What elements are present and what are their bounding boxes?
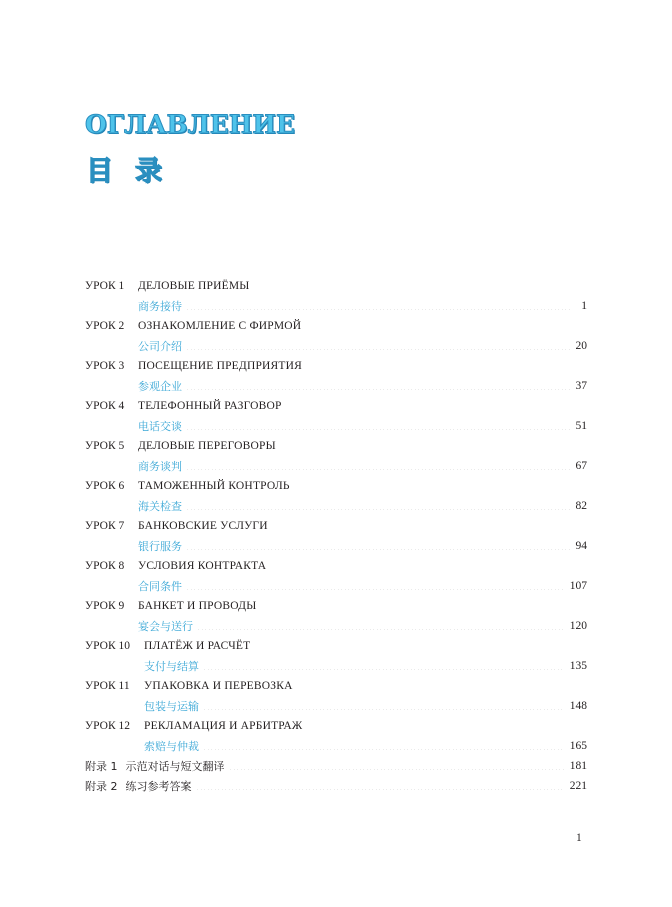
lesson-title: БАНКЕТ И ПРОВОДЫ: [138, 600, 257, 612]
appendix-entry[interactable]: [85, 776, 587, 796]
lesson-label: УРОК 12: [85, 720, 131, 732]
dot-leader: [203, 709, 564, 710]
page-ref: 181: [569, 760, 587, 772]
lesson-title: УПАКОВКА И ПЕРЕВОЗКА: [144, 680, 293, 692]
lesson-label: УРОК 7: [85, 520, 125, 532]
dot-leader: [186, 469, 570, 470]
lesson-title: ПЛАТЁЖ И РАСЧЁТ: [144, 640, 251, 652]
page-ref: 221: [569, 780, 587, 792]
page-ref: 148: [569, 700, 587, 712]
lesson-heading: [85, 596, 587, 616]
dot-leader: [186, 429, 570, 430]
lesson-chinese-title: 索赔与仲裁: [144, 740, 199, 753]
lesson-label: УРОК 10: [85, 640, 131, 652]
lesson-title: ДЕЛОВЫЕ ПРИЁМЫ: [138, 280, 250, 292]
appendix-label: 附录 1: [85, 760, 118, 773]
toc-entry[interactable]: [85, 696, 587, 716]
lesson-heading: [85, 716, 587, 736]
lesson-title: ДЕЛОВЫЕ ПЕРЕГОВОРЫ: [138, 440, 276, 452]
lesson-heading: [85, 676, 587, 696]
page-ref: 120: [569, 620, 587, 632]
page-ref: 1: [581, 300, 587, 312]
page-ref: 67: [575, 460, 587, 472]
lesson-heading: [85, 436, 587, 456]
toc-entry[interactable]: [85, 336, 587, 356]
lesson-title: БАНКОВСКИЕ УСЛУГИ: [138, 520, 268, 532]
lesson-heading: [85, 316, 587, 336]
toc-entry[interactable]: [85, 296, 587, 316]
dot-leader: [203, 669, 564, 670]
page-ref: 107: [569, 580, 587, 592]
toc-entry[interactable]: [85, 416, 587, 436]
toc-entry[interactable]: [85, 736, 587, 756]
page-ref: 135: [569, 660, 587, 672]
dot-leader: [186, 509, 570, 510]
lesson-label: УРОК 11: [85, 680, 130, 692]
lesson-heading: [85, 276, 587, 296]
lesson-heading: [85, 636, 587, 656]
dot-leader: [186, 389, 570, 390]
lesson-title: ОЗНАКОМЛЕНИЕ С ФИРМОЙ: [138, 320, 302, 332]
appendix-label: 附录 2: [85, 780, 118, 793]
lesson-chinese-title: 参观企业: [138, 380, 182, 393]
title-chinese: 目录: [86, 156, 184, 187]
title-russian: ОГЛАВЛЕНИЕ: [85, 110, 296, 139]
lesson-label: УРОК 6: [85, 480, 125, 492]
lesson-title: УСЛОВИЯ КОНТРАКТА: [138, 560, 267, 572]
appendix-entry[interactable]: [85, 756, 587, 776]
toc-entry[interactable]: [85, 376, 587, 396]
lesson-chinese-title: 商务接待: [138, 300, 182, 313]
dot-leader: [186, 549, 570, 550]
dot-leader: [229, 769, 564, 770]
lesson-label: УРОК 3: [85, 360, 125, 372]
toc-entry[interactable]: [85, 616, 587, 636]
dot-leader: [196, 789, 564, 790]
table-of-contents: [85, 276, 587, 796]
lesson-chinese-title: 宴会与送行: [138, 620, 193, 633]
lesson-label: УРОК 5: [85, 440, 125, 452]
lesson-chinese-title: 公司介绍: [138, 340, 182, 353]
lesson-title: ТАМОЖЕННЫЙ КОНТРОЛЬ: [138, 480, 290, 492]
toc-entry[interactable]: [85, 496, 587, 516]
lesson-chinese-title: 商务谈判: [138, 460, 182, 473]
lesson-label: УРОК 1: [85, 280, 125, 292]
lesson-title: ТЕЛЕФОННЫЙ РАЗГОВОР: [138, 400, 282, 412]
page-ref: 51: [575, 420, 587, 432]
lesson-label: УРОК 2: [85, 320, 125, 332]
page-ref: 37: [575, 380, 587, 392]
page-ref: 94: [575, 540, 587, 552]
toc-entry[interactable]: [85, 576, 587, 596]
lesson-heading: [85, 356, 587, 376]
appendix-title: 示范对话与短文翻译: [125, 760, 225, 773]
lesson-chinese-title: 银行服务: [138, 540, 182, 553]
appendix-title: 练习参考答案: [125, 780, 192, 793]
lesson-heading: [85, 476, 587, 496]
page-number: 1: [576, 832, 582, 844]
lesson-label: УРОК 4: [85, 400, 125, 412]
lesson-chinese-title: 合同条件: [138, 580, 182, 593]
lesson-title: ПОСЕЩЕНИЕ ПРЕДПРИЯТИЯ: [138, 360, 303, 372]
lesson-heading: [85, 556, 587, 576]
lesson-chinese-title: 海关检查: [138, 500, 182, 513]
dot-leader: [186, 589, 564, 590]
lesson-title: РЕКЛАМАЦИЯ И АРБИТРАЖ: [144, 720, 303, 732]
lesson-chinese-title: 电话交谈: [138, 420, 182, 433]
page-ref: 82: [575, 500, 587, 512]
lesson-label: УРОК 8: [85, 560, 125, 572]
page-ref: 165: [569, 740, 587, 752]
lesson-label: УРОК 9: [85, 600, 125, 612]
toc-entry[interactable]: [85, 536, 587, 556]
dot-leader: [197, 629, 564, 630]
page-ref: 20: [575, 340, 587, 352]
lesson-chinese-title: 支付与结算: [144, 660, 199, 673]
toc-entry[interactable]: [85, 656, 587, 676]
dot-leader: [186, 309, 571, 310]
dot-leader: [203, 749, 564, 750]
dot-leader: [186, 349, 570, 350]
lesson-heading: [85, 396, 587, 416]
lesson-heading: [85, 516, 587, 536]
lesson-chinese-title: 包装与运输: [144, 700, 199, 713]
toc-entry[interactable]: [85, 456, 587, 476]
